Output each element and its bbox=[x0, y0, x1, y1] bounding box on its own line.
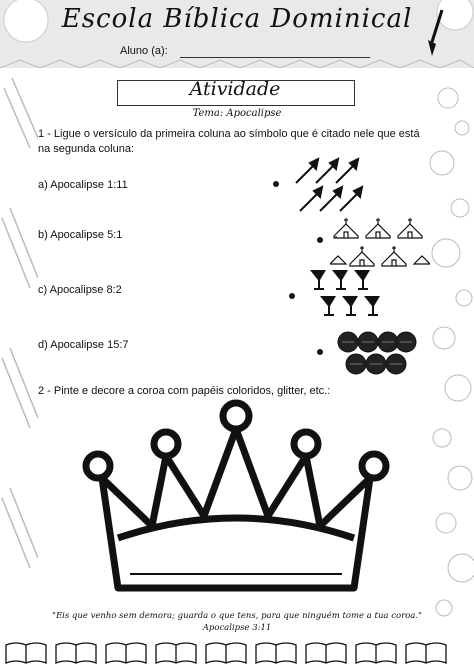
pencils-border-decoration bbox=[0, 68, 38, 628]
sealed-scrolls-icon bbox=[336, 330, 418, 378]
option-d-label: d) Apocalipse 15:7 bbox=[38, 339, 129, 351]
books-border-decoration bbox=[0, 635, 474, 670]
student-label: Aluno (a): bbox=[120, 45, 168, 57]
activity-title: Atividade bbox=[189, 78, 281, 100]
paintbrush-icon bbox=[422, 8, 450, 58]
bubbles-border-decoration bbox=[428, 68, 474, 628]
connect-dot-c[interactable] bbox=[289, 293, 295, 299]
crown-coloring-drawing[interactable] bbox=[78, 398, 394, 598]
verse-text: "Eis que venho sem demora; guarda o que tens, para que ninguém tome a tua coroa." bbox=[52, 611, 422, 621]
connect-dot-a[interactable] bbox=[273, 181, 279, 187]
option-c-label: c) Apocalipse 8:2 bbox=[38, 284, 122, 296]
cups-icon bbox=[308, 268, 380, 320]
trumpets-icon bbox=[292, 155, 372, 215]
connect-dot-d[interactable] bbox=[317, 349, 323, 355]
churches-icon bbox=[330, 212, 430, 268]
student-name-field[interactable] bbox=[180, 57, 370, 58]
activity-theme: Tema: Apocalipse bbox=[192, 108, 282, 119]
bible-verse bbox=[30, 610, 444, 634]
question-1-text: 1 - Ligue o versículo da primeira coluna ao símbolo que é citado nele que está na segunda coluna: bbox=[38, 128, 420, 155]
connect-dot-b[interactable] bbox=[317, 237, 323, 243]
verse-reference: Apocalipse 3:11 bbox=[202, 623, 272, 633]
option-b-label: b) Apocalipse 5:1 bbox=[38, 229, 123, 241]
option-a-label: a) Apocalipse 1:11 bbox=[38, 179, 128, 191]
page-title: Escola Bíblica Dominical bbox=[61, 4, 413, 34]
question-2-text: 2 - Pinte e decore a coroa com papéis coloridos, glitter, etc.: bbox=[38, 385, 331, 397]
